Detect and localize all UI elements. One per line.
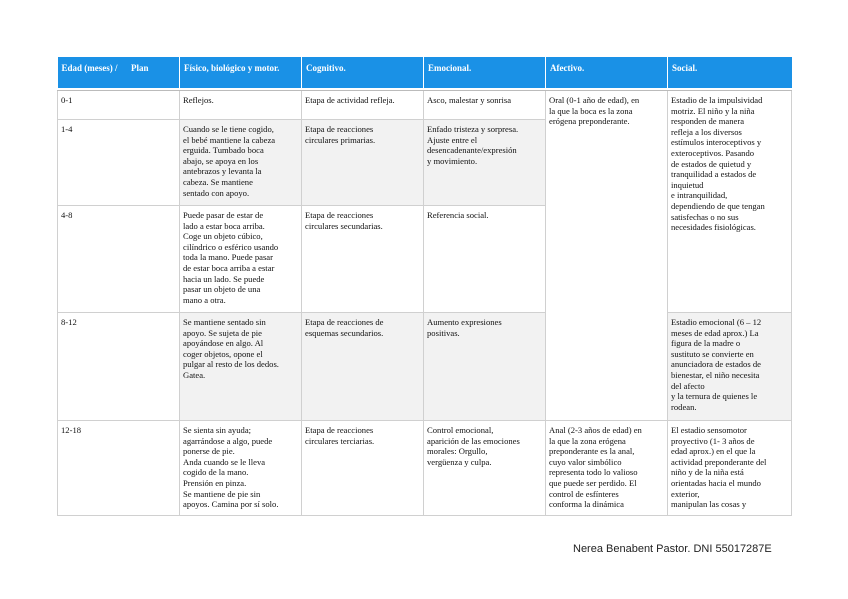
table-row — [58, 313, 792, 421]
header-social: Social. — [668, 57, 792, 88]
development-table — [57, 57, 792, 516]
cell-edad: 0-1 — [58, 91, 180, 120]
cell-cognitivo: Etapa de actividad refleja. — [302, 91, 424, 120]
cell-emocional: Asco, malestar y sonrisa — [424, 91, 546, 120]
header-emocional: Emocional. — [424, 57, 546, 88]
footer-author: Nerea Benabent Pastor. DNI 55017287E — [573, 543, 772, 555]
table-header-row — [58, 57, 792, 88]
cell-cognitivo: Etapa de reacciones circulares primarias. — [302, 120, 424, 206]
cell-edad: 8-12 — [58, 313, 180, 421]
cell-fisico: Puede pasar de estar de lado a estar boca arriba. Coge un objeto cúbico, cilíndrico o esférico usando toda la mano. Puede pasar de estar boca arriba a estar hacia un lado. Se puede pasar un objeto de una mano a otra. — [180, 206, 302, 313]
cell-edad: 12-18 — [58, 421, 180, 516]
header-afectivo: Afectivo. — [546, 57, 668, 88]
table-row — [58, 91, 792, 120]
cell-fisico: Reflejos. — [180, 91, 302, 120]
cell-afectivo-oral: Oral (0-1 año de edad), en la que la boca es la zona erógena preponderante. — [546, 91, 668, 421]
cell-fisico: Cuando se le tiene cogido, el bebé mantiene la cabeza erguida. Tumbado boca abajo, se apoya en los antebrazos y levanta la cabeza. Se mantiene sentado con apoyo. — [180, 120, 302, 206]
cell-emocional: Control emocional, aparición de las emociones morales: Orgullo, vergüenza y culpa. — [424, 421, 546, 516]
cell-edad: 4-8 — [58, 206, 180, 313]
cell-cognitivo: Etapa de reacciones circulares terciarias. — [302, 421, 424, 516]
cell-fisico: Se sienta sin ayuda; agarrándose a algo, puede ponerse de pie. Anda cuando se le lleva cogido de la mano. Prensión en pinza. Se mantiene de pie sin apoyos. Camina por sí solo. — [180, 421, 302, 516]
cell-emocional: Aumento expresiones positivas. — [424, 313, 546, 421]
cell-social-sensomotor: El estadio sensomotor proyectivo (1- 3 años de edad aprox.) en el que la actividad preponderante del niño y de la niña está orientadas hacia el mundo exterior, manipulan las cosas y — [668, 421, 792, 516]
table-row — [58, 421, 792, 516]
header-edad: Edad (meses) / Plan — [58, 57, 180, 88]
cell-emocional: Enfado tristeza y sorpresa. Ajuste entre el desencadenante/expresión y movimiento. — [424, 120, 546, 206]
cell-emocional: Referencia social. — [424, 206, 546, 313]
header-cognitivo: Cognitivo. — [302, 57, 424, 88]
cell-social-emocional: Estadio emocional (6 – 12 meses de edad aprox.) La figura de la madre o sustituto se convierte en anunciadora de estados de bienestar, el niño necesita del afecto y la ternura de quienes le rodean. — [668, 313, 792, 421]
header-fisico: Físico, biológico y motor. — [180, 57, 302, 88]
cell-afectivo-anal: Anal (2-3 años de edad) en la que la zona erógena preponderante es la anal, cuyo valor simbólico representa todo lo valioso que puede ser perdido. El control de esfínteres conforma la dinámica — [546, 421, 668, 516]
cell-cognitivo: Etapa de reacciones circulares secundarias. — [302, 206, 424, 313]
cell-fisico: Se mantiene sentado sin apoyo. Se sujeta de pie apoyándose en algo. Al coger objetos, opone el pulgar al resto de los dedos. Gatea. — [180, 313, 302, 421]
cell-cognitivo: Etapa de reacciones de esquemas secundarios. — [302, 313, 424, 421]
cell-social-impulsividad: Estadio de la impulsividad motriz. El niño y la niña responden de manera refleja a los diversos estímulos interoceptivos y exteroceptivos. Pasando de estados de quietud y tranquilidad a estados de inquietud e intranquilidad, dependiendo de que tengan satisfechas o no sus necesidades fisiológicas. — [668, 91, 792, 313]
cell-edad: 1-4 — [58, 120, 180, 206]
